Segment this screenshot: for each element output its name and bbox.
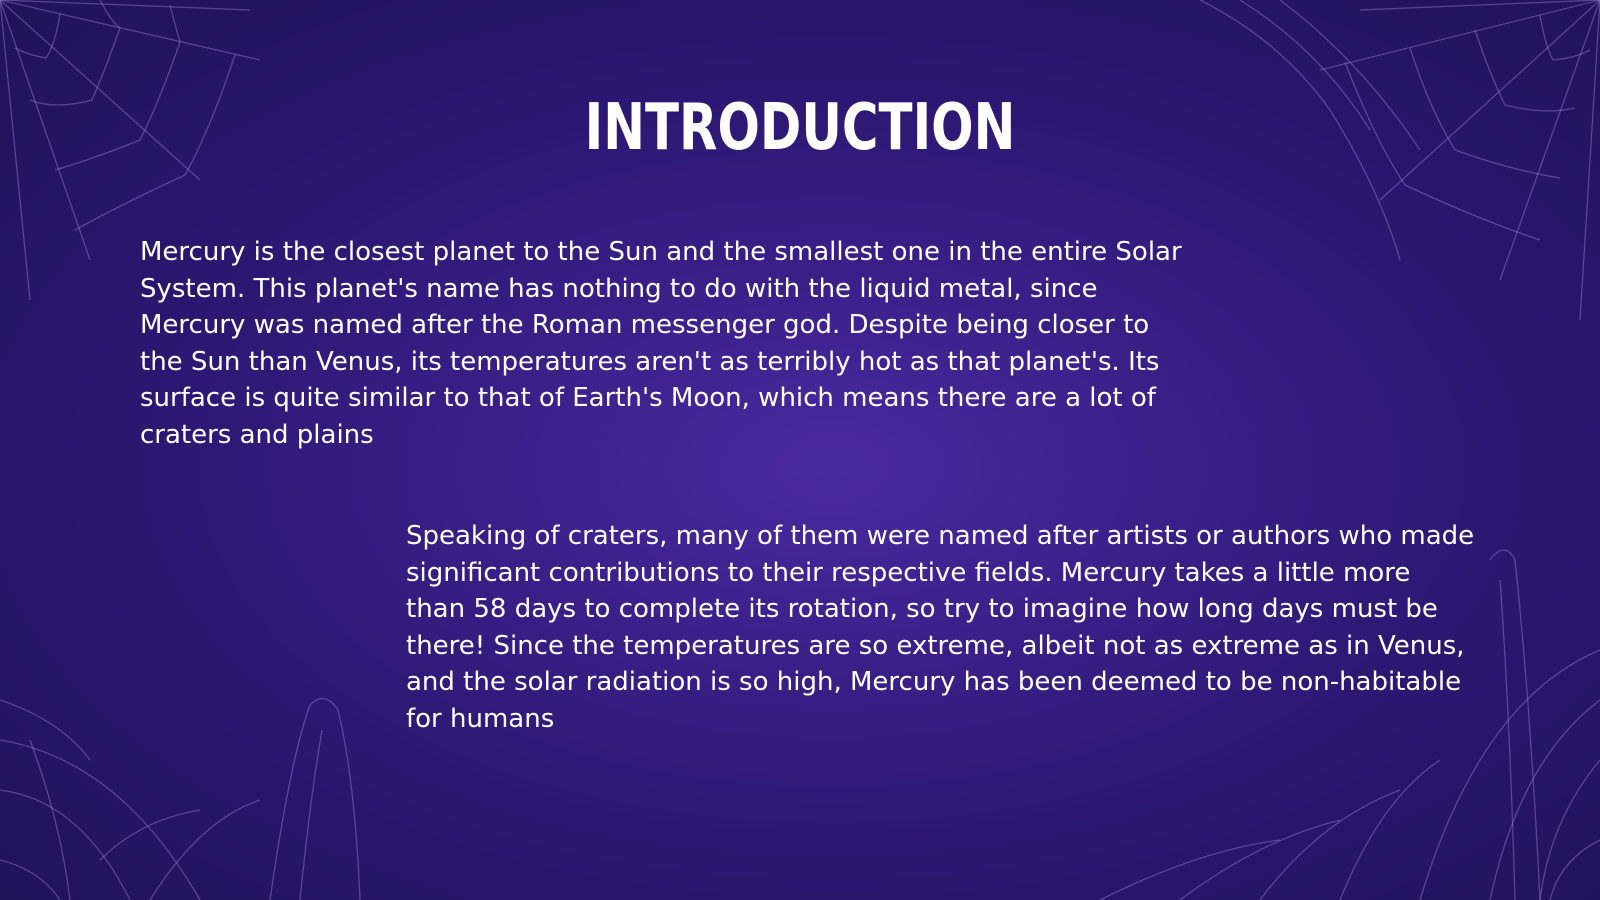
intro-paragraph-1: Mercury is the closest planet to the Sun and the smallest one in the entire Solar System. This planet's name has nothing to do with the liquid metal, since Mercury was named after the Roman messenger god. Despite being closer to the Sun than Venus, its temperatures aren't as terribly hot as that planet's. Its surface is quite similar to that of Earth's Moon, which means there are a lot of craters and plains (140, 237, 1182, 450)
slide-title: INTRODUCTION (584, 91, 1016, 165)
intro-paragraph-2: Speaking of craters, many of them were named after artists or authors who made significant contributions to their respective fields. Mercury takes a little more than 58 days to complete its rotation, so try to imagine how long days must be there! Since the temperatures are so extreme, albeit not as extreme as in Venus, and the solar radiation is so high, Mercury has been deemed to be non-habitable for humans (406, 521, 1475, 734)
